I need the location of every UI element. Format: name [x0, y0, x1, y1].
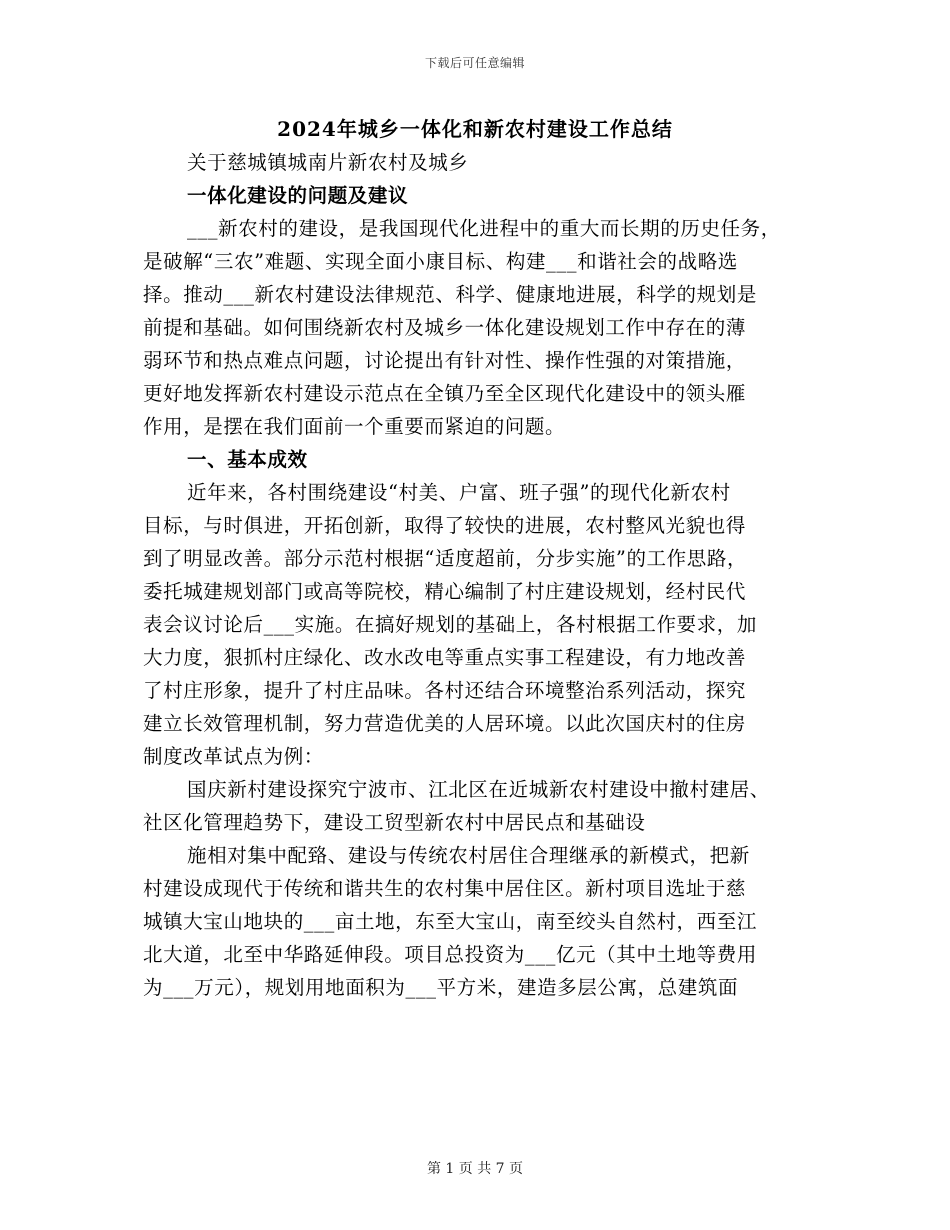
body-text-line: 委托城建规划部门或高等院校，精心编制了村庄建设规划，经村民代 — [143, 580, 747, 603]
body-text-line: 是破解“三农”难题、实现全面小康目标、构建___和谐社会的战略选 — [143, 250, 738, 273]
body-text-line: 制度改革试点为例： — [143, 745, 324, 768]
body-text-line: 近年来，各村围绕建设“村美、户富、班子强”的现代化新农村 — [187, 481, 731, 504]
section-heading-line: 一体化建设的问题及建议 — [187, 184, 409, 207]
page-footer: 第 1 页 共 7 页 — [426, 1161, 524, 1177]
body-text-line: 目标，与时俱进，开拓创新，取得了较快的进展，农村整风光貌也得 — [143, 514, 747, 537]
body-text-line: 到了明显改善。部分示范村根据“适度超前，分步实施”的工作思路， — [143, 547, 748, 570]
body-text-line: 前提和基础。如何围绕新农村及城乡一体化建设规划工作中存在的薄 — [143, 316, 747, 339]
body-text-line: 国庆新村建设探究宁波市、江北区在近城新农村建设中撤村建居、 — [187, 778, 770, 801]
body-text-line: 北大道，北至中华路延伸段。项目总投资为___亿元（其中土地等费用 — [143, 943, 757, 966]
body-text-line: 择。推动___新农村建设法律规范、科学、健康地进展，科学的规划是 — [143, 283, 757, 306]
body-text-line: 建立长效管理机制，努力营造优美的人居环境。以此次国庆村的住房 — [143, 712, 747, 735]
section-heading-line: 一、基本成效 — [187, 448, 308, 471]
body-text-line: 关于慈城镇城南片新农村及城乡 — [187, 151, 469, 174]
body-text-line: 作用，是摆在我们面前一个重要而紧迫的问题。 — [143, 415, 566, 438]
page-header: 下载后可任意编辑 — [424, 56, 525, 70]
document-title: 2024年城乡一体化和新农村建设工作总结 — [277, 117, 673, 141]
body-text-line: 更好地发挥新农村建设示范点在全镇乃至全区现代化建设中的领头雁 — [143, 382, 747, 405]
body-text-line: 了村庄形象，提升了村庄品味。各村还结合环境整治系列活动，探究 — [143, 679, 747, 702]
body-text-line: 社区化管理趋势下，建设工贸型新农村中居民点和基础设 — [143, 811, 646, 834]
body-text-line: ___新农村的建设，是我国现代化进程中的重大而长期的历史任务， — [187, 217, 781, 240]
body-text-line: 施相对集中配臵、建设与传统农村居住合理继承的新模式，把新 — [187, 844, 750, 867]
body-text-line: 表会议讨论后___实施。在搞好规划的基础上，各村根据工作要求，加 — [143, 613, 757, 636]
body-text-line: 村建设成现代于传统和谐共生的农村集中居住区。新村项目选址于慈 — [143, 877, 747, 900]
document-body — [143, 146, 823, 1004]
body-text-line: 城镇大宝山地块的___亩土地，东至大宝山，南至绞头自然村，西至江 — [143, 910, 757, 933]
body-text-line: 为___万元），规划用地面积为___平方米，建造多层公寓，总建筑面 — [143, 976, 739, 999]
body-text-line: 弱环节和热点难点问题，讨论提出有针对性、操作性强的对策措施， — [143, 349, 747, 372]
body-text-line: 大力度，狠抓村庄绿化、改水改电等重点实事工程建设，有力地改善 — [143, 646, 747, 669]
